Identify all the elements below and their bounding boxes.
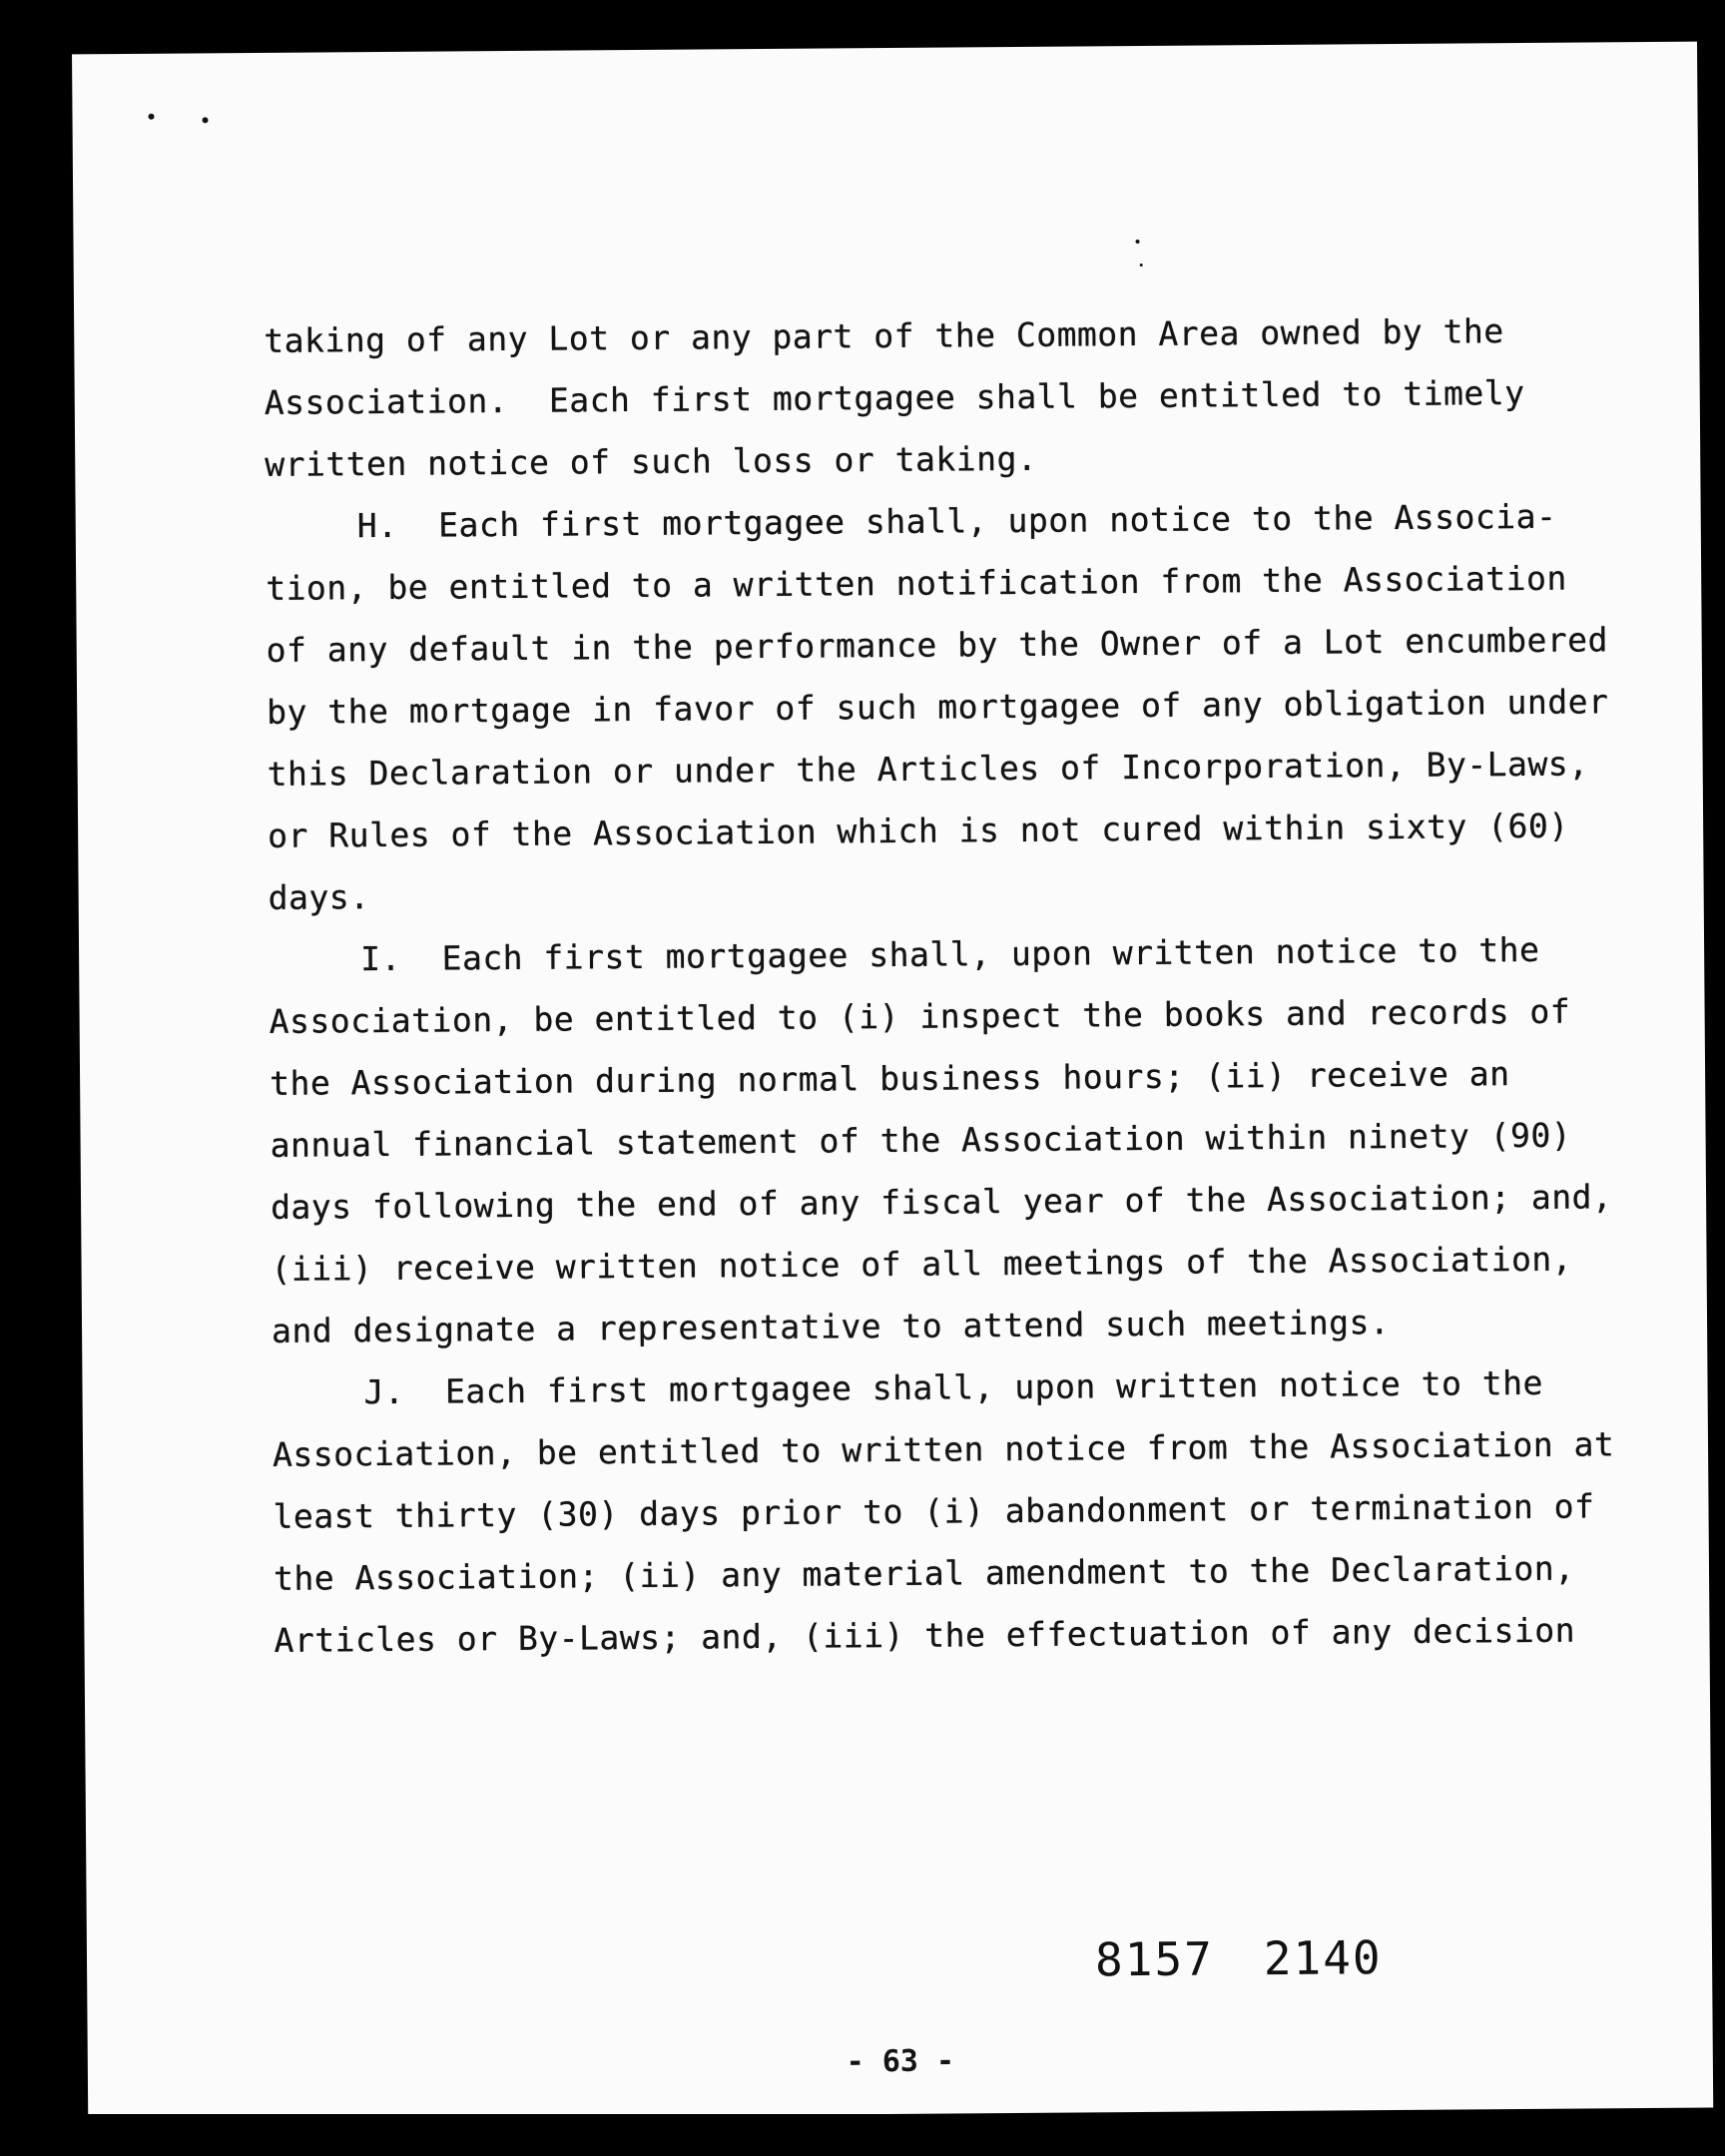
text-line: or Rules of the Association which is not cured within sixty (60) bbox=[268, 806, 1569, 855]
text-line: written notice of such loss or taking. bbox=[265, 438, 1038, 484]
text-line: and designate a representative to attend such meetings. bbox=[271, 1303, 1391, 1350]
text-line: the Association; (ii) any material amendment to the Declaration, bbox=[273, 1548, 1575, 1598]
text-line: of any default in the performance by the Owner of a Lot encumbered bbox=[266, 620, 1609, 670]
text-line: Association, be entitled to written notice from the Association at bbox=[272, 1424, 1615, 1474]
recording-stamp bbox=[1095, 1930, 1383, 1986]
scan-speck bbox=[1136, 240, 1140, 244]
text-line: Association. Each first mortgagee shall be entitled to timely bbox=[264, 372, 1525, 422]
paragraph-j-start: J. Each first mortgagee shall, upon written notice to the bbox=[363, 1362, 1544, 1412]
text-line: tion, be entitled to a written notification from the Association bbox=[266, 558, 1567, 608]
scan-bottom-edge bbox=[0, 2114, 1725, 2156]
stamp-book-number: 8157 bbox=[1094, 1931, 1215, 1987]
stamp-page-number: 2140 bbox=[1263, 1930, 1383, 1986]
scan-speck bbox=[203, 117, 209, 123]
text-line: this Declaration or under the Articles of Incorporation, By-Laws, bbox=[267, 744, 1589, 794]
text-line: taking of any Lot or any part of the Common Area owned by the bbox=[264, 311, 1504, 360]
text-line: Articles or By-Laws; and, (iii) the effectuation of any decision bbox=[274, 1610, 1576, 1660]
text-line: least thirty (30) days prior to (i) abandonment or termination of bbox=[273, 1486, 1595, 1536]
text-line: by the mortgage in favor of such mortgagee of any obligation under bbox=[267, 682, 1609, 732]
scan-speck bbox=[1140, 264, 1143, 267]
text-line: days. bbox=[268, 877, 370, 917]
scan-speck bbox=[148, 114, 154, 120]
document-page bbox=[72, 42, 1713, 2121]
paragraph-i-start: I. Each first mortgagee shall, upon written notice to the bbox=[359, 929, 1540, 979]
text-line: Association, be entitled to (i) inspect the books and records of bbox=[269, 991, 1571, 1041]
paragraph-h-start: H. Each first mortgagee shall, upon notice to the Associa- bbox=[356, 496, 1557, 546]
text-line: days following the end of any fiscal year of the Association; and, bbox=[270, 1177, 1613, 1227]
text-line: (iii) receive written notice of all meetings of the Association, bbox=[271, 1239, 1573, 1289]
page-number: - 63 - bbox=[846, 2043, 955, 2080]
document-body bbox=[264, 299, 1632, 1672]
text-line: annual financial statement of the Association within ninety (90) bbox=[270, 1115, 1572, 1165]
text-line: the Association during normal business hours; (ii) receive an bbox=[269, 1054, 1510, 1103]
